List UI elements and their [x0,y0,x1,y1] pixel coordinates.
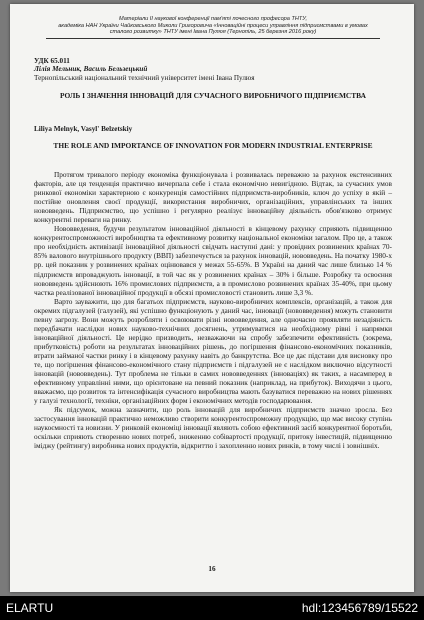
body-paragraph: Варто зауважити, що для багатьох підприємств, науково-виробничих комплексів, організацій, а також для окремих підгалузей (галузей), які успішно функціонують у даний час, інновації (нововведення) можуть становити певну загрозу. Вони можуть розробляти і освоювати різні нововведення, але одночасно проявляти незадіяність передбачати наслідки нових науково-технічних досягнень, утримуватися на необхідному рівні і напрямки інноваційної діяльності. Це нерідко призводить, незважаючи на спробу забезпечити ефективність (зокрема, прибутковість) роботи на результатах інноваційних рішень, до погіршення фінансово-економічних показників, втрати займаної частки ринку і в кінцевому рахунку навіть до банкрутства. Все це дає підстави для висновку про те, що погіршення фінансово-економічного стану підприємств і підгалузей не є наслідком виключно відсутності інновацій (нововведень). Тут проблема не тільки в самих нововведеннях (інноваціях) як таких, а насамперед в ефективному управлінні ними, що орієнтоване на певний показник (наприклад, на прибуток). Виходячи з цього, вважаємо, що розвиток та інтенсифікація сучасного виробництва мають базуватися переважно на нових рішеннях у галузі технології, техніки, організаційних форм і економічних методів господарювання. [34,296,392,406]
authors-ukrainian: Лілія Мельник, Василь Бельзецький [34,65,148,73]
udk-code: УДК 65.011 [34,57,70,65]
institution: Тернопільський національний технічний університет імені Івана Пулюя [34,74,255,82]
page-number: 16 [208,565,216,573]
article-title-ukrainian: РОЛЬ І ЗНАЧЕННЯ ІННОВАЦІЙ ДЛЯ СУЧАСНОГО ВИРОБНИЧОГО ПІДПРИЄМСТВА [60,91,366,100]
body-paragraph: Як підсумок, можна зазначити, що роль інновацій для виробничих підприємств значно зросла. Без застосування інновацій практично неможливо створити конкурентоспроможну продукцію, що має високу ступінь наукоємності та новизни. У ринковій економіці інновації являють собою ефективний засіб конкурентної боротьби, оскільки сприяють створенню нових потреб, зниженню собівартості продукції, притоку інвестицій, підвищенню іміджу (рейтингу) виробника нових продуктів, відкриттю і захопленню нових ринків, в тому числі і зовнішніх. [34,405,392,451]
handle-identifier[interactable]: hdl:123456789/15522 [301,601,418,615]
repository-name[interactable]: ELARTU [6,601,54,615]
repository-footer [0,596,424,620]
header-line: Матеріали ІІ наукової конференції пам'яті почесного професора ТНТУ, [118,16,308,22]
body-paragraph: Нововведення, будучи результатом інноваційної діяльності в кінцевому рахунку сприяють підвищенню конкурентоспроможності виробництва та ефективному розвитку національної економіки загалом. Про це, а також про необхідність активізації інноваційної діяльності свідчать наступні дані: у провідних розвинених країнах 70-85% валового внутрішнього продукту (ВВП) забезпечується за рахунок інновацій, нововведень. На початку 1980-х рр. цей показник у розвинених країнах оцінювався у межах 55-65%. В Україні на даний час лише близько 14 % підприємств впроваджують інновації, в той час як у розвинених країнах – 30% і більше. Розробку та освоєння нововведень здійснюють 16% промислових підприємств, а в промислово розвинених країнах 35-40%, при цьому частка реалізованої інноваційної продукції в обсязі промисловості становить лише 3,3 %. [34,224,392,297]
conference-header [46,16,380,39]
body-paragraph: Протягом тривалого періоду економіка функціонувала і розвивалась переважно за рахунок екстенсивних факторів, але ця тенденція практично вичерпала себе і стала економічно невигідною. Відтак, за сучасних умов ринкової економіки характерною є конкуренція самостійних підприємств-виробників, ключ до успіху в якій – постійне оновлення своєї продукції, використання виробничих, організаційних, управлінських та інших нововведень. Підприємство, що успішно і регулярно реалізує інноваційну діяльність обов'язково отримує конкурентні переваги на ринку. [34,170,392,225]
header-line: академіка НАН України Чайковського Миколи Григоровича «Інноваційні процеси управління підприємствами в умовах [58,22,368,29]
authors-english: Liliya Melnyk, Vasyl' Belzetskiy [34,125,133,133]
article-title-english: THE ROLE AND IMPORTANCE OF INNOVATION FOR MODERN INDUSTRIAL ENTERPRISE [53,141,373,150]
article-body [34,170,392,450]
document-page [10,4,414,592]
header-line: сталого розвитку» ТНТУ імені Івана Пулюя (Тернопіль, 25 березня 2016 року) [109,29,317,36]
